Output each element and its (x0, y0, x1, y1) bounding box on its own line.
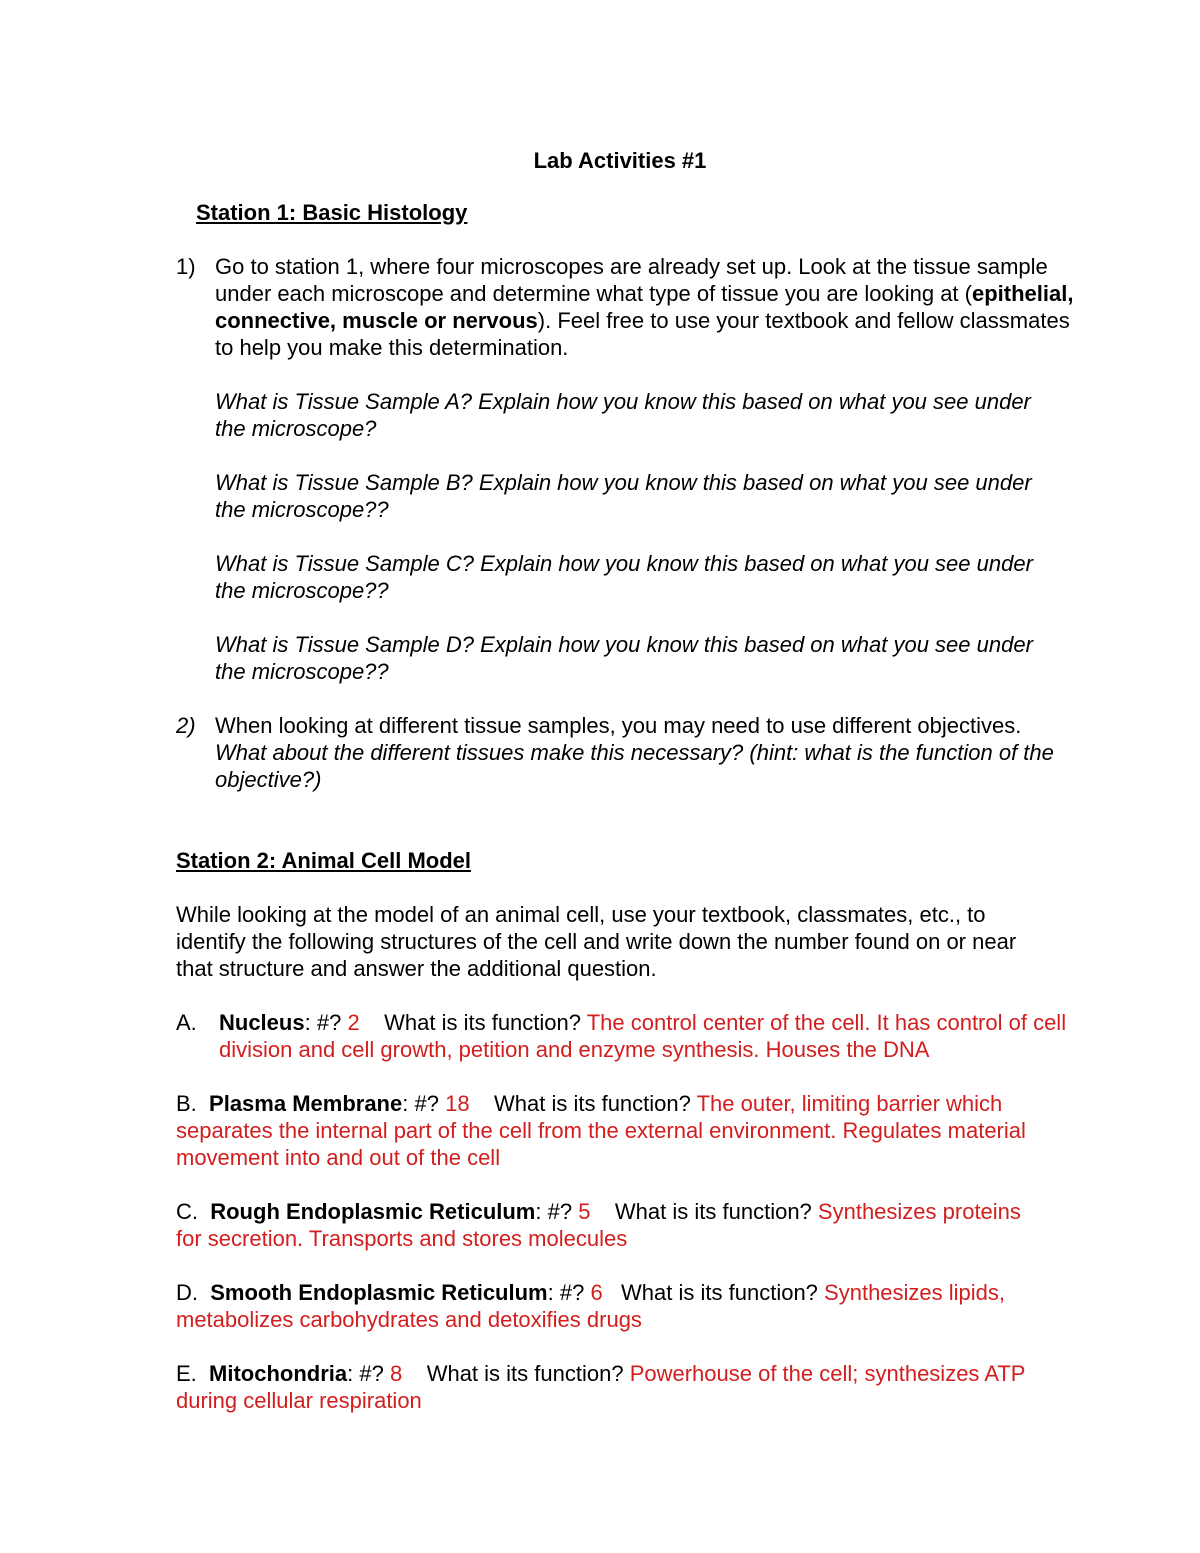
station2-heading: Station 2: Animal Cell Model (176, 848, 471, 873)
sample-d-question: What is Tissue Sample D? Explain how you know this based on what you see under the microscope?? (215, 632, 1033, 684)
item-e-letter: E. (176, 1361, 197, 1386)
q1-text-after: ). Feel free to use your textbook and fellow classmates to help you make this determination. (215, 308, 1070, 360)
item-c-number: 5 (578, 1199, 591, 1224)
item-e-number: 8 (389, 1361, 403, 1386)
item-b-number: 18 (445, 1091, 470, 1116)
item-b-letter: B. (176, 1091, 197, 1116)
item-d-name: Smooth Endoplasmic Reticulum (210, 1280, 548, 1305)
item-a-answer: The control center of the cell. It has control of cell division and cell growth, petition and enzyme synthesis. Houses the DNA (219, 1010, 1067, 1062)
item-b-name: Plasma Membrane (209, 1091, 403, 1116)
q1-paragraph (215, 253, 1075, 361)
item-d-question: What is its function? (621, 1280, 818, 1305)
item-a-name: Nucleus (219, 1010, 305, 1035)
sample-b-question: What is Tissue Sample B? Explain how you know this based on what you see under the microscope?? (215, 470, 1032, 522)
item-e: E. Mitochondria: #? 8 What is its function? Powerhouse of the cell; synthesizes ATP during cellular respiration (176, 1361, 1026, 1413)
sample-a-question: What is Tissue Sample A? Explain how you know this based on what you see under the microscope? (215, 389, 1031, 441)
item-d-number-label: #? (559, 1280, 585, 1305)
item-b: B. Plasma Membrane: #? 18 What is its function? The outer, limiting barrier which separates the internal part of the cell from the external environment. Regulates material movement into and out of the cell (176, 1091, 1026, 1170)
item-e-question: What is its function? (426, 1361, 624, 1386)
item-b-number-label: #? (414, 1091, 439, 1116)
item-c-letter: C. (176, 1199, 198, 1224)
item-d-number: 6 (590, 1280, 603, 1305)
item-b-question: What is its function? (494, 1091, 691, 1116)
item-c-name: Rough Endoplasmic Reticulum (210, 1199, 536, 1224)
item-e-number-label: #? (359, 1361, 384, 1386)
q1-number: 1) (176, 254, 196, 279)
item-d: D. Smooth Endoplasmic Reticulum: #? 6 What is its function? Synthesizes lipids, metabolizes carbohydrates and detoxifies drugs (176, 1280, 1006, 1332)
item-c-question: What is its function? (614, 1199, 812, 1224)
item-a-letter: A. (176, 1010, 197, 1035)
item-a-question: What is its function? (384, 1010, 582, 1035)
item-e-name: Mitochondria (209, 1361, 348, 1386)
item-c-number-label: #? (547, 1199, 573, 1224)
item-e-answer: Powerhouse of the cell; synthesizes ATP during cellular respiration (176, 1361, 1026, 1413)
station1-heading: Station 1: Basic Histology (196, 200, 468, 225)
item-d-answer: Synthesizes lipids, metabolizes carbohydrates and detoxifies drugs (176, 1280, 1006, 1332)
item-a: Nucleus: #? 2 What is its function? The control center of the cell. It has control of cell division and cell growth, petition and enzyme synthesis. Houses the DNA (219, 1010, 1067, 1062)
item-a-number: 2 (347, 1010, 360, 1035)
item-b-answer: The outer, limiting barrier which separates the internal part of the cell from the external environment. Regulates material movement into and out of the cell (176, 1091, 1026, 1170)
q1-text-before: Go to station 1, where four microscopes are already set up. Look at the tissue sample under each microscope and determine what type of tissue you are looking at ( (215, 254, 1048, 306)
q2-text: When looking at different tissue samples, you may need to use different objectives. (215, 713, 1022, 738)
sample-c-question: What is Tissue Sample C? Explain how you know this based on what you see under the microscope?? (215, 551, 1033, 603)
item-d-letter: D. (176, 1280, 198, 1305)
q2-number: 2) (176, 713, 196, 738)
station2-intro: While looking at the model of an animal cell, use your textbook, classmates, etc., to identify the following structures of the cell and write down the number found on or near that structure and answer the additional question. (176, 902, 1017, 981)
item-a-number-label: #? (316, 1010, 342, 1035)
page-title: Lab Activities #1 (533, 148, 707, 173)
item-c-answer: Synthesizes proteins for secretion. Transports and stores molecules (176, 1199, 1021, 1251)
q2-italic: What about the different tissues make this necessary? (hint: what is the function of the objective?) (215, 740, 1054, 792)
q1-tissue-types: epithelial, connective, muscle or nervous (215, 281, 1074, 333)
q2-paragraph (215, 712, 1065, 793)
item-c: C. Rough Endoplasmic Reticulum: #? 5 What is its function? Synthesizes proteins for secretion. Transports and stores molecules (176, 1199, 1021, 1251)
